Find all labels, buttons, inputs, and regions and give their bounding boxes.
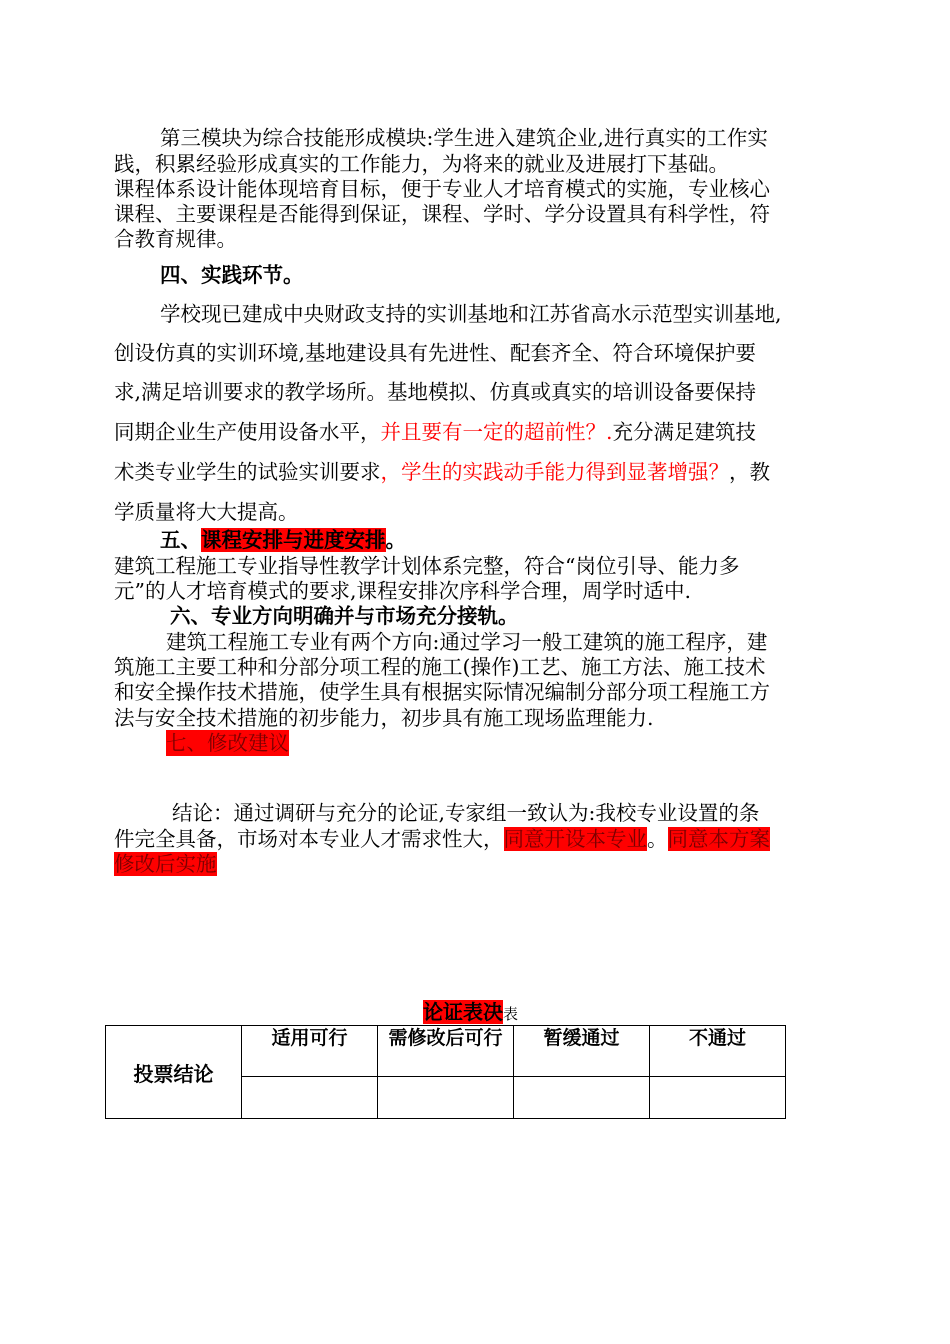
section4-line4-text2: 充分满足建筑技 (612, 420, 757, 444)
section7-heading: 七、修改建议 (166, 731, 289, 755)
section4-line5-red: ，学生的实践动手能力得到显著增强？ (380, 460, 729, 484)
section4-line2: 创设仿真的实训环境,基地建设具有先进性、配套齐全、符合环境保护要 (114, 341, 757, 365)
module3-line1: 第三模块为综合技能形成模块:学生进入建筑企业,进行真实的工作实 (160, 126, 768, 150)
vote-cell-reject[interactable] (650, 1077, 786, 1119)
section4-line5-text: 术类专业学生的试验实训要求 (114, 460, 381, 484)
section6-heading: 六、专业方向明确并与市场充分接轨。 (170, 604, 519, 628)
section6-line2: 筑施工主要工种和分部分项工程的施工(操作)工艺、施工方法、施工技术 (114, 655, 766, 679)
conclusion-line1: 结论：通过调研与充分的论证,专家组一致认为:我校专业设置的条 (172, 801, 760, 825)
conclusion-line2-text: 件完全具备，市场对本专业人才需求性大， (114, 827, 504, 851)
table-caption-suffix: 表 (503, 1005, 519, 1023)
vote-col-reject: 不通过 (650, 1026, 786, 1077)
curriculum-line2: 课程、主要课程是否能得到保证，课程、学时、学分设置具有科学性，符 (114, 202, 770, 226)
section4-line4-red: 并且要有一定的超前性？. (380, 420, 613, 444)
vote-row-header: 投票结论 (106, 1026, 242, 1119)
module3-line2: 践，积累经验形成真实的工作能力，为将来的就业及进展打下基础。 (114, 152, 729, 176)
section5-heading-prefix: 五、 (160, 528, 201, 552)
vote-table (105, 1025, 786, 1119)
section5-heading-suffix: 。 (385, 528, 406, 552)
vote-col-after-revision: 需修改后可行 (378, 1026, 514, 1077)
section4-heading: 四、实践环节。 (160, 263, 304, 287)
section5-heading (160, 527, 406, 553)
section5-line2: 元”的人才培育模式的要求,课程安排次序科学合理，周学时适中. (114, 579, 692, 603)
section4-line4 (114, 419, 756, 445)
conclusion-highlight-1: 同意开设本专业 (503, 827, 647, 851)
section4-line3: 求,满足培训要求的教学场所。基地模拟、仿真或真实的培训设备要保持 (114, 380, 757, 404)
conclusion-line2-text2: 。 (647, 827, 668, 851)
table-caption-highlight: 论证表决 (423, 1000, 503, 1024)
section5-line1: 建筑工程施工专业指导性教学计划体系完整，符合“岗位引导、能力多 (114, 554, 740, 578)
conclusion-highlight-3: 修改后实施 (114, 852, 217, 876)
section4-line4-text: 同期企业生产使用设备水平， (114, 420, 381, 444)
vote-cell-postpone[interactable] (514, 1077, 650, 1119)
curriculum-line1: 课程体系设计能体现培育目标，便于专业人才培育模式的实施，专业核心 (114, 177, 770, 201)
vote-cell-after-revision[interactable] (378, 1077, 514, 1119)
section4-line5 (114, 459, 770, 485)
conclusion-line2 (114, 826, 770, 852)
table-caption (423, 1000, 518, 1026)
section4-line5-text2: ，教 (729, 460, 770, 484)
section5-heading-highlight: 课程安排与进度安排 (201, 528, 386, 552)
section4-line1: 学校现已建成中央财政支持的实训基地和江苏省高水示范型实训基地, (160, 302, 782, 326)
section4-line6: 学质量将大大提高。 (114, 500, 299, 524)
section6-line1: 建筑工程施工专业有两个方向:通过学习一般工建筑的施工程序，建 (166, 630, 768, 654)
vote-col-postpone: 暂缓通过 (514, 1026, 650, 1077)
section6-line4: 法与安全技术措施的初步能力，初步具有施工现场监理能力. (114, 706, 654, 730)
vote-cell-feasible[interactable] (242, 1077, 378, 1119)
section6-line3: 和安全操作技术措施，使学生具有根据实际情况编制分部分项工程施工方 (114, 680, 770, 704)
conclusion-highlight-2: 同意本方案 (667, 827, 770, 851)
curriculum-line3: 合教育规律。 (114, 227, 237, 251)
conclusion-line3 (114, 851, 217, 877)
vote-col-feasible: 适用可行 (242, 1026, 378, 1077)
